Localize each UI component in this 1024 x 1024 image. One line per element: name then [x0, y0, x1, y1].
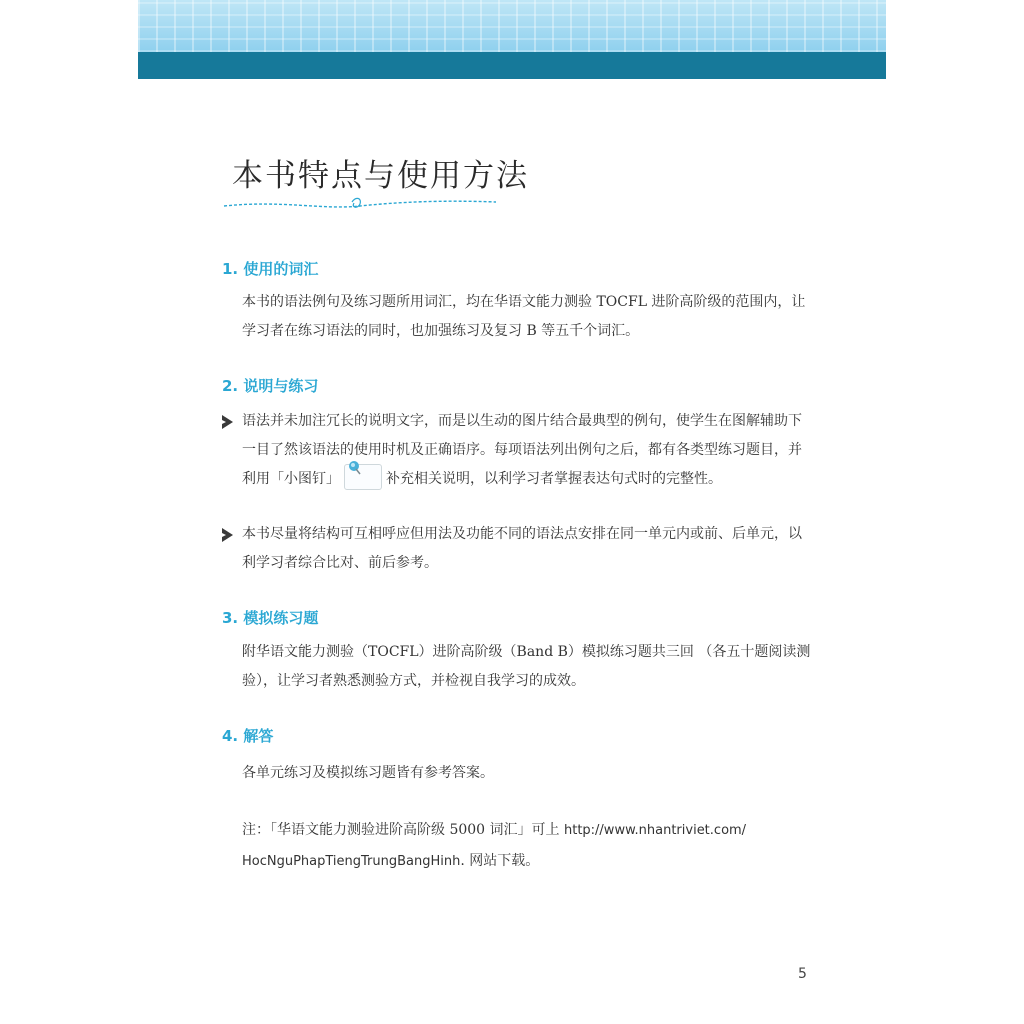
section-text-mock-test: 附华语文能力测验（TOCFL）进阶高阶级（Band B）模拟练习题共三回 （各五十题阅读测验），让学习者熟悉测验方式，并检视自我学习的成效。 [242, 644, 811, 689]
bullet-2-text: 本书尽量将结构可互相呼应但用法及功能不同的语法点安排在同一单元内或前、后单元，以利学习者综合比对、前后参考。 [242, 526, 802, 571]
section-heading-answers: 4. 解答 [222, 727, 274, 745]
bullet-item-1 [222, 407, 812, 517]
note-prefix: 注：「华语文能力测验进阶高阶级 5000 词汇」可上 [242, 822, 564, 838]
page-title: 本书特点与使用方法 [232, 158, 529, 194]
section-heading-vocab: 1. 使用的词汇 [222, 260, 319, 278]
header-band-light [138, 0, 886, 52]
note-url-part-2[interactable]: HocNguPhapTiengTrungBangHinh [242, 854, 461, 869]
section-heading-mock-test: 3. 模拟练习题 [222, 609, 319, 627]
bullet-item-2 [222, 520, 812, 580]
header-band-dark [138, 52, 886, 79]
bullet-1-text-b: 补充相关说明，以利学习者掌握表达句式时的完整性。 [386, 471, 722, 487]
section-text-vocab: 本书的语法例句及练习题所用词汇，均在华语文能力测验 TOCFL 进阶高阶级的范围内，让学习者在练习语法的同时，也加强练习及复习 B 等五千个词汇。 [242, 294, 806, 339]
pushpin-icon [344, 464, 382, 490]
section-text-answers: 各单元练习及模拟练习题皆有参考答案。 [242, 765, 494, 781]
section-heading-explain: 2. 说明与练习 [222, 377, 319, 395]
triangle-arrow-icon [222, 415, 233, 429]
title-underline-decoration [222, 194, 498, 214]
bullet-1-text-a: 语法并未加注冗长的说明文字，而是以生动的图片结合最典型的例句，使学生在图解辅助下一目了然该语法的使用时机及正确语序。每项语法列出例句之后，都有各类型练习题目，并利用「小图钉」 [242, 413, 802, 487]
note-url-part-1[interactable]: http://www.nhantriviet.com/ [563, 823, 747, 838]
note-suffix: . 网站下载。 [460, 853, 540, 869]
triangle-arrow-icon [222, 528, 233, 542]
page-number: 5 [798, 966, 807, 982]
download-note [242, 815, 802, 877]
